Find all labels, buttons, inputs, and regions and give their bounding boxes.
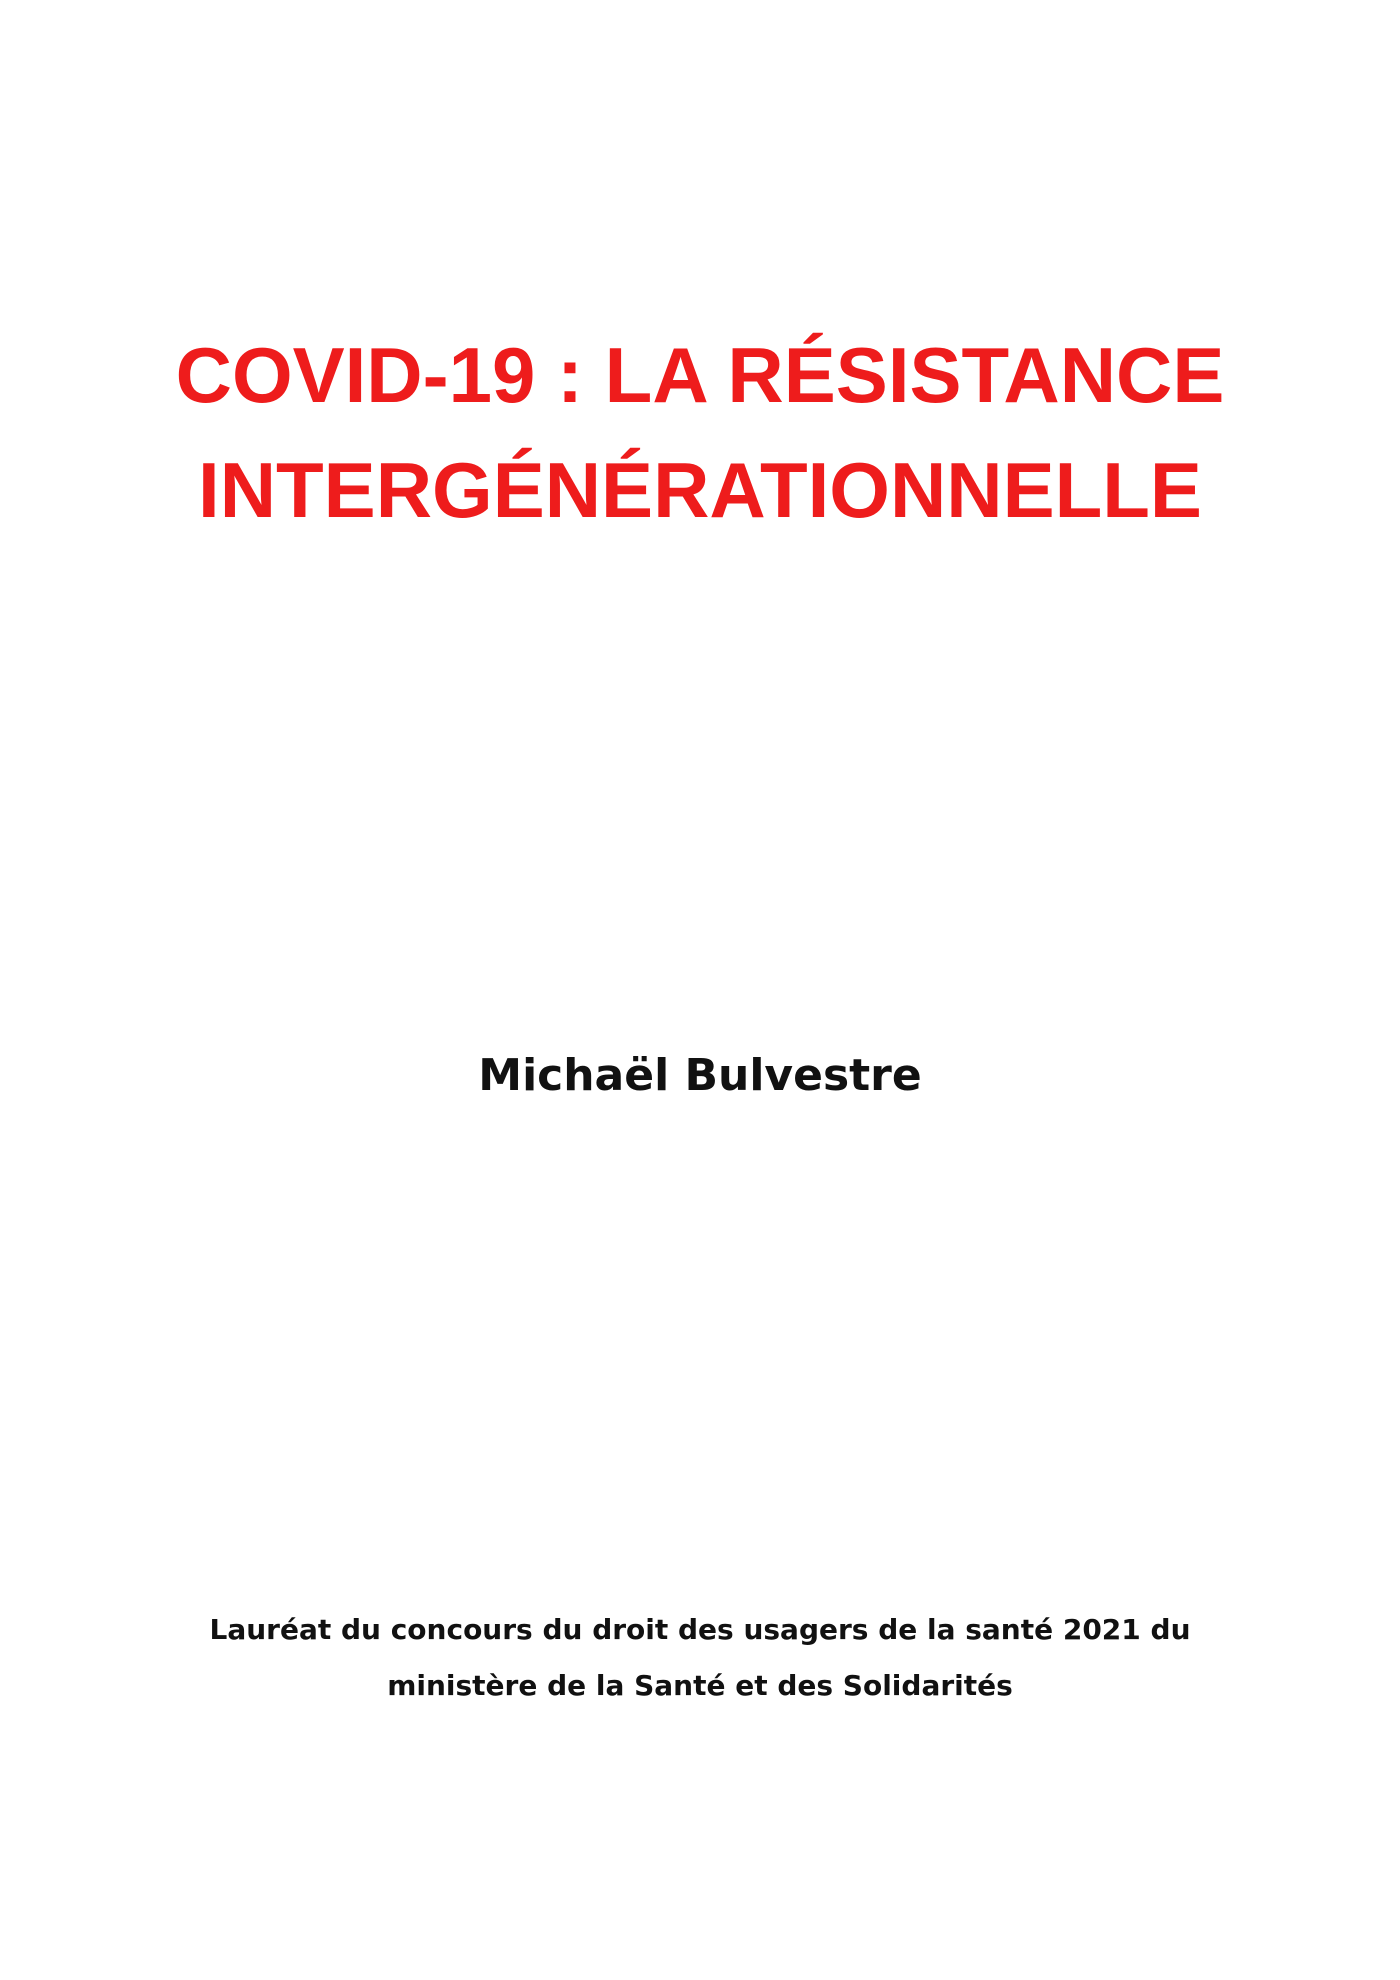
book-title-line-1: COVID-19 : LA RÉSISTANCE [175,331,1225,419]
book-title [0,318,1400,548]
award-note [0,1602,1400,1714]
book-title-line-2: INTERGÉNÉRATIONNELLE [198,446,1202,534]
award-note-line-2: ministère de la Santé et des Solidarités [387,1669,1013,1702]
author-name: Michaël Bulvestre [478,1050,922,1101]
award-note-line-1: Lauréat du concours du droit des usagers de la santé 2021 du [209,1613,1191,1646]
